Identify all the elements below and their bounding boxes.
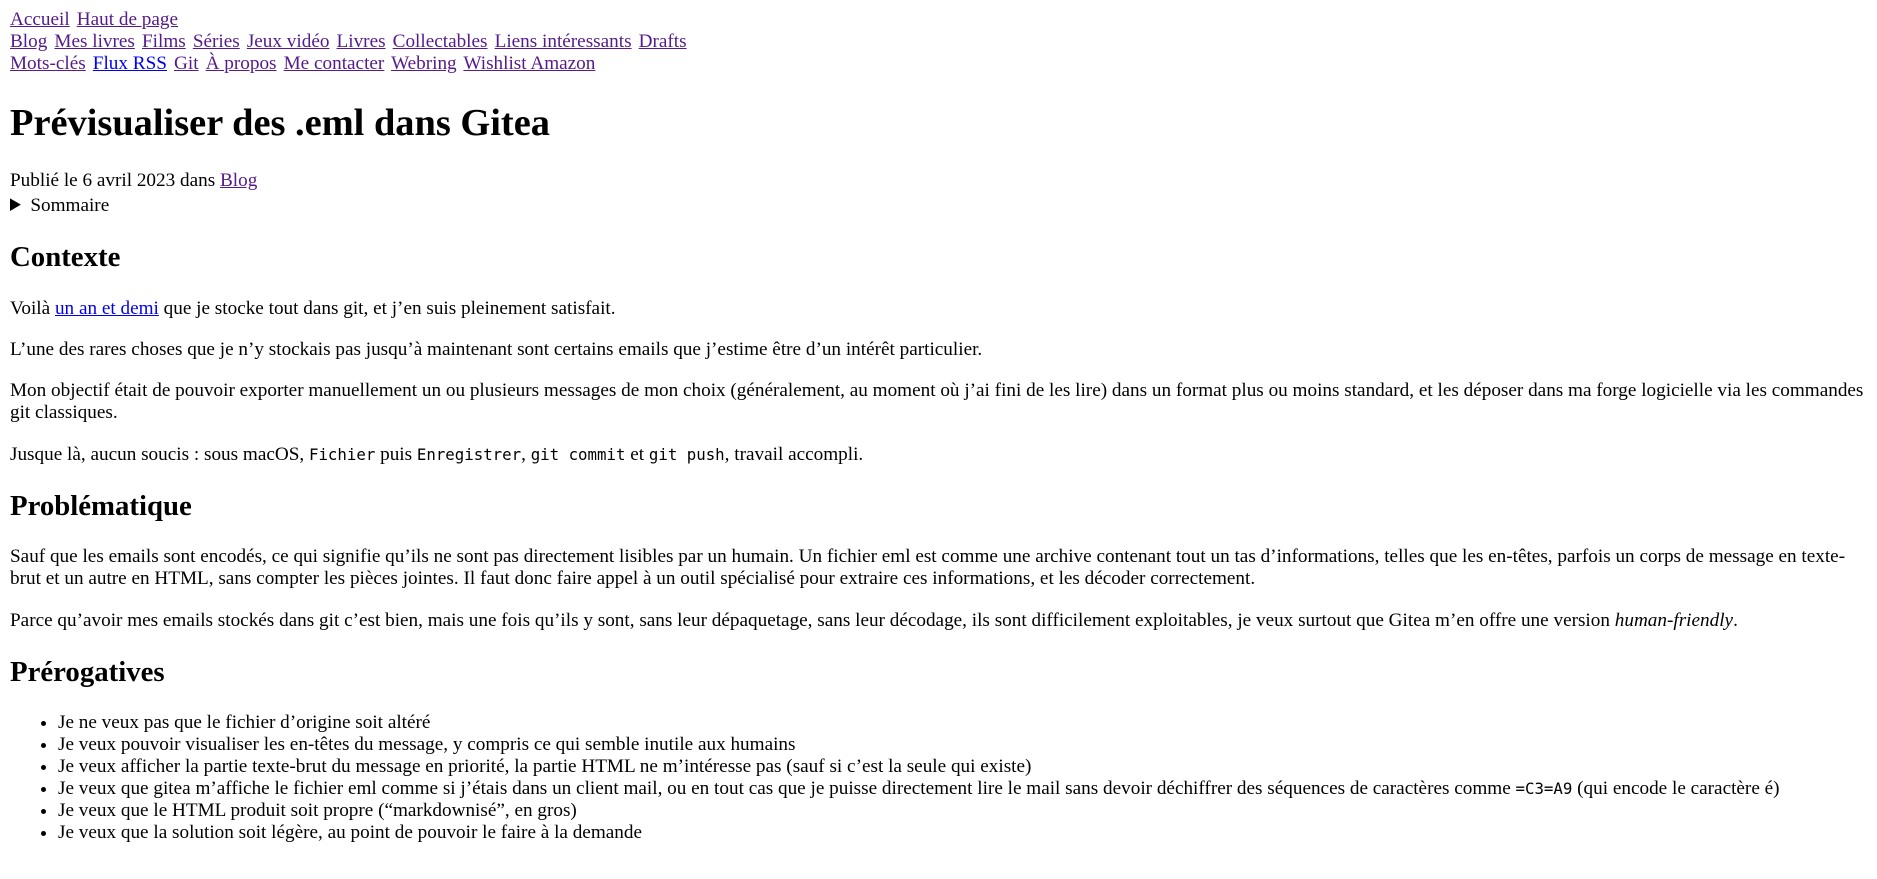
nav-link[interactable]: Mes livres — [54, 31, 135, 52]
toc-summary[interactable]: Sommaire — [30, 195, 110, 217]
list-item: • Je ne veux pas que le fichier d’origine soit altéré — [58, 712, 1867, 734]
inline-code: git commit — [530, 444, 626, 464]
paragraph: Sauf que les emails sont encodés, ce qui signifie qu’ils ne sont pas directement lisibles par un humain. Un fichier eml est comme une archive contenant tout un tas d’informations, telles que les en-têtes, parfois un corps de message en texte-brut et un autre en HTML, sans compter les pièces jointes. Il faut donc faire appel à un outil spécialisé pour extraire ces informations, et les décoder correctement. — [10, 546, 1846, 590]
nav-row — [10, 31, 1867, 53]
post-meta: Publié le 6 avril 2023 dans Blog — [10, 170, 258, 192]
prerogatives-list — [10, 712, 1867, 844]
list-item: • Je veux que le HTML produit soit propre (“markdownisé”, en gros) — [58, 800, 1867, 822]
nav-link[interactable]: Wishlist Amazon — [463, 53, 596, 74]
paragraph: Jusque là, aucun soucis : sous macOS, Fichier puis Enregistrer, git commit et git push, travail accompli. — [10, 443, 864, 465]
toc-details[interactable] — [10, 195, 1867, 217]
nav-link[interactable]: Accueil — [10, 9, 70, 30]
nav-link[interactable]: Jeux vidéo — [246, 31, 330, 52]
nav-link[interactable]: Livres — [336, 31, 386, 52]
inline-code: =C3=A9 — [1515, 779, 1573, 799]
nav-link[interactable]: Webring — [391, 53, 457, 74]
section-heading: Problématique — [10, 489, 192, 522]
nav-row — [10, 9, 1867, 31]
paragraph: Mon objectif était de pouvoir exporter manuellement un ou plusieurs messages de mon choix (généralement, au moment où j’ai fini de les lire) dans un format plus ou moins standard, et les déposer dans ma forge logicielle via les commandes git classiques. — [10, 380, 1864, 424]
section-heading: Prérogatives — [10, 655, 165, 688]
inline-link[interactable]: un an et demi — [54, 298, 159, 320]
article-content — [10, 241, 1867, 844]
nav-link[interactable]: À propos — [205, 53, 277, 74]
section-heading: Contexte — [10, 241, 121, 274]
nav-link[interactable]: Films — [142, 31, 186, 52]
inline-code: git push — [648, 444, 725, 464]
paragraph: Parce qu’avoir mes emails stockés dans git c’est bien, mais une fois qu’ils y sont, sans leur dépaquetage, sans leur décodage, ils sont difficilement exploitables, je veux surtout que Gitea m’en offre une version human-friendly. — [10, 609, 1738, 631]
inline-code: Fichier — [308, 444, 376, 464]
nav-link[interactable]: Drafts — [638, 31, 687, 52]
list-item: • Je veux que la solution soit légère, au point de pouvoir le faire à la demande — [58, 822, 1867, 844]
inline-link[interactable]: Blog — [219, 170, 258, 192]
list-item: • Je veux que gitea m’affiche le fichier eml comme si j’étais dans un client mail, ou en tout cas que je puisse directement lire le mail sans devoir déchiffrer des séquences de caractères comme =C3=A9 (qui encode le caractère é) — [58, 778, 1867, 800]
nav-link[interactable]: Mots-clés — [10, 53, 86, 74]
nav-link[interactable]: Blog — [10, 31, 48, 52]
emphasis-text: human-friendly — [1614, 609, 1734, 631]
paragraph: L’une des rares choses que je n’y stockais pas jusqu’à maintenant sont certains emails que j’estime être d’un intérêt particulier. — [10, 339, 983, 361]
nav-link[interactable]: Flux RSS — [92, 53, 167, 74]
inline-code: Enregistrer — [416, 444, 522, 464]
nav-link[interactable]: Haut de page — [76, 9, 178, 30]
nav-link[interactable]: Git — [174, 53, 199, 74]
list-item: • Je veux afficher la partie texte-brut du message en priorité, la partie HTML ne m’intéresse pas (sauf si c’est la seule qui existe) — [58, 756, 1867, 778]
nav-link[interactable]: Collectables — [392, 31, 488, 52]
nav-link[interactable]: Liens intéressants — [494, 31, 632, 52]
nav-link[interactable]: Séries — [192, 31, 240, 52]
nav-row — [10, 53, 1867, 75]
nav-link[interactable]: Me contacter — [283, 53, 385, 74]
page-title: Prévisualiser des .eml dans Gitea — [10, 101, 550, 144]
site-nav — [10, 9, 1867, 75]
list-item: • Je veux pouvoir visualiser les en-têtes du message, y compris ce qui semble inutile aux humains — [58, 734, 1867, 756]
paragraph: Voilà un an et demi que je stocke tout dans git, et j’en suis pleinement satisfait. — [10, 298, 616, 320]
